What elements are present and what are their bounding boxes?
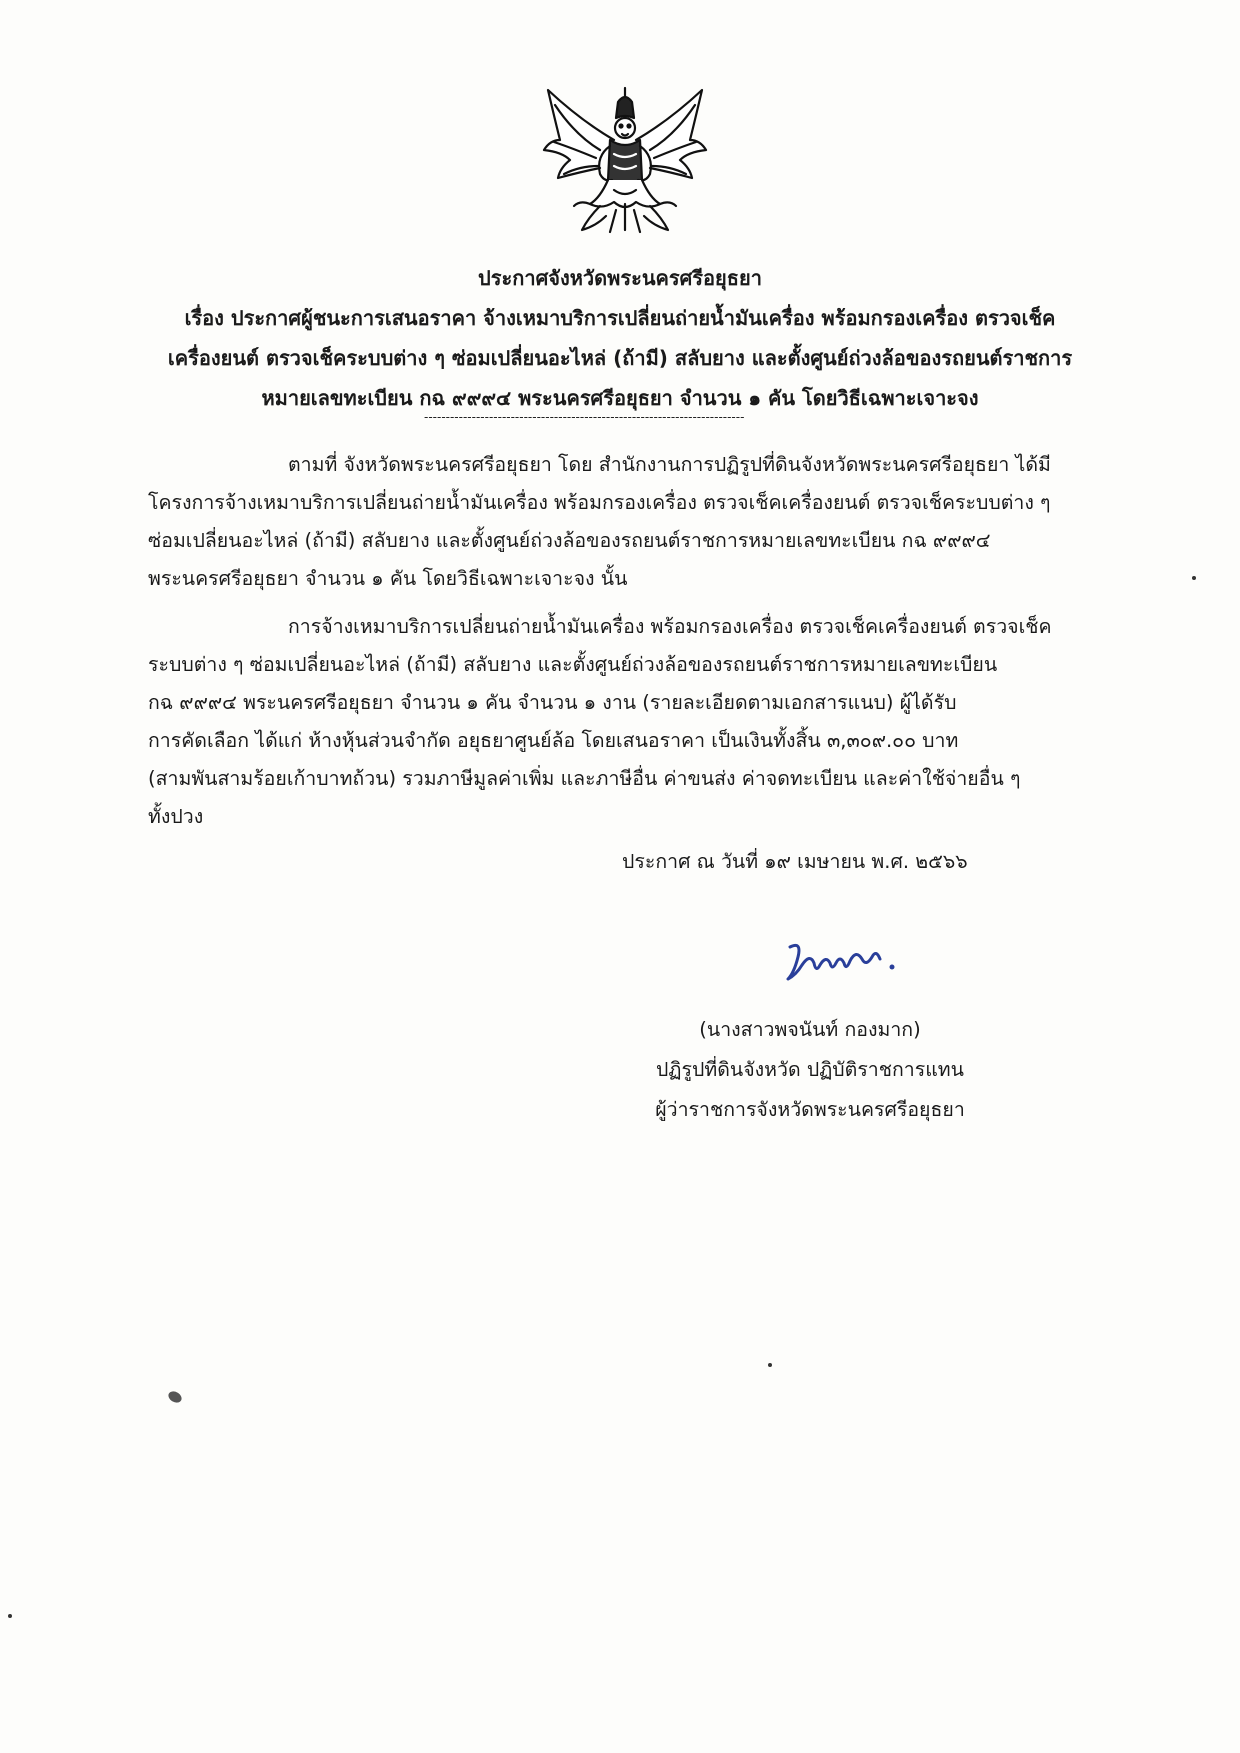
announce-date: ประกาศ ณ วันที่ ๑๙ เมษายน พ.ศ. ๒๕๖๖: [622, 850, 968, 873]
paragraph-line: โครงการจ้างเหมาบริการเปลี่ยนถ่ายน้ำมันเครื่อง พร้อมกรองเครื่อง ตรวจเช็คเครื่องยนต์ ตรวจเช็คระบบต่าง ๆ: [148, 491, 1051, 514]
signer-block: [600, 1010, 1020, 1130]
paragraph-line: กฉ ๙๙๙๔ พระนครศรีอยุธยา จำนวน ๑ คัน จำนวน ๑ งาน (รายละเอียดตามเอกสารแนบ) ผู้ได้รับ: [148, 691, 957, 714]
title-line-agency: ประกาศจังหวัดพระนครศรีอยุธยา: [478, 266, 762, 290]
signer-title: ผู้ว่าราชการจังหวัดพระนครศรีอยุธยา: [655, 1098, 965, 1121]
handwritten-signature: [780, 935, 920, 995]
paragraph-line: การคัดเลือก ได้แก่ ห้างหุ้นส่วนจำกัด อยุธยาศูนย์ล้อ โดยเสนอราคา เป็นเงินทั้งสิ้น ๓,๓๐๙.๐๐ บาท: [148, 729, 959, 752]
paragraph-line: ตามที่ จังหวัดพระนครศรีอยุธยา โดย สำนักงานการปฏิรูปที่ดินจังหวัดพระนครศรีอยุธยา ได้มี: [288, 453, 1051, 476]
signer-name: (นางสาวพจนันท์ กองมาก): [699, 1018, 921, 1041]
scan-speck: [768, 1363, 772, 1367]
paragraph-background: [148, 446, 1094, 598]
paragraph-line: พระนครศรีอยุธยา จำนวน ๑ คัน โดยวิธีเฉพาะเจาะจง นั้น: [148, 567, 628, 590]
scan-speck: [166, 1389, 183, 1405]
title-line-subject-3: หมายเลขทะเบียน กฉ ๙๙๙๔ พระนครศรีอยุธยา จำนวน ๑ คัน โดยวิธีเฉพาะเจาะจง: [261, 386, 979, 410]
scan-speck: [8, 1614, 12, 1618]
title-divider: --------------------------------------------------------------------------: [424, 410, 745, 424]
paragraph-line: ระบบต่าง ๆ ซ่อมเปลี่ยนอะไหล่ (ถ้ามี) สลับยาง และตั้งศูนย์ถ่วงล้อของรถยนต์ราชการหมายเลขทะเบียน: [148, 653, 998, 676]
announcement-title: [140, 258, 1100, 418]
paragraph-line: การจ้างเหมาบริการเปลี่ยนถ่ายน้ำมันเครื่อง พร้อมกรองเครื่อง ตรวจเช็คเครื่องยนต์ ตรวจเช็ค: [288, 615, 1052, 638]
paragraph-award: [148, 608, 1094, 836]
paragraph-line: ซ่อมเปลี่ยนอะไหล่ (ถ้ามี) สลับยาง และตั้งศูนย์ถ่วงล้อของรถยนต์ราชการหมายเลขทะเบียน กฉ ๙๙๙๔: [148, 529, 991, 552]
garuda-emblem-icon: [530, 80, 720, 255]
title-line-subject-2: เครื่องยนต์ ตรวจเช็คระบบต่าง ๆ ซ่อมเปลี่ยนอะไหล่ (ถ้ามี) สลับยาง และตั้งศูนย์ถ่วงล้อของรถยนต์ราชการ: [167, 346, 1073, 370]
scan-speck: [1192, 576, 1196, 580]
signer-position: ปฏิรูปที่ดินจังหวัด ปฏิบัติราชการแทน: [656, 1058, 964, 1081]
title-line-subject-1: เรื่อง ประกาศผู้ชนะการเสนอราคา จ้างเหมาบริการเปลี่ยนถ่ายน้ำมันเครื่อง พร้อมกรองเครื่อง ตรวจเช็ค: [184, 306, 1056, 330]
paragraph-line: (สามพันสามร้อยเก้าบาทถ้วน) รวมภาษีมูลค่าเพิ่ม และภาษีอื่น ค่าขนส่ง ค่าจดทะเบียน และค่าใช้จ่ายอื่น ๆ: [148, 767, 1021, 790]
paragraph-line: ทั้งปวง: [148, 805, 204, 828]
